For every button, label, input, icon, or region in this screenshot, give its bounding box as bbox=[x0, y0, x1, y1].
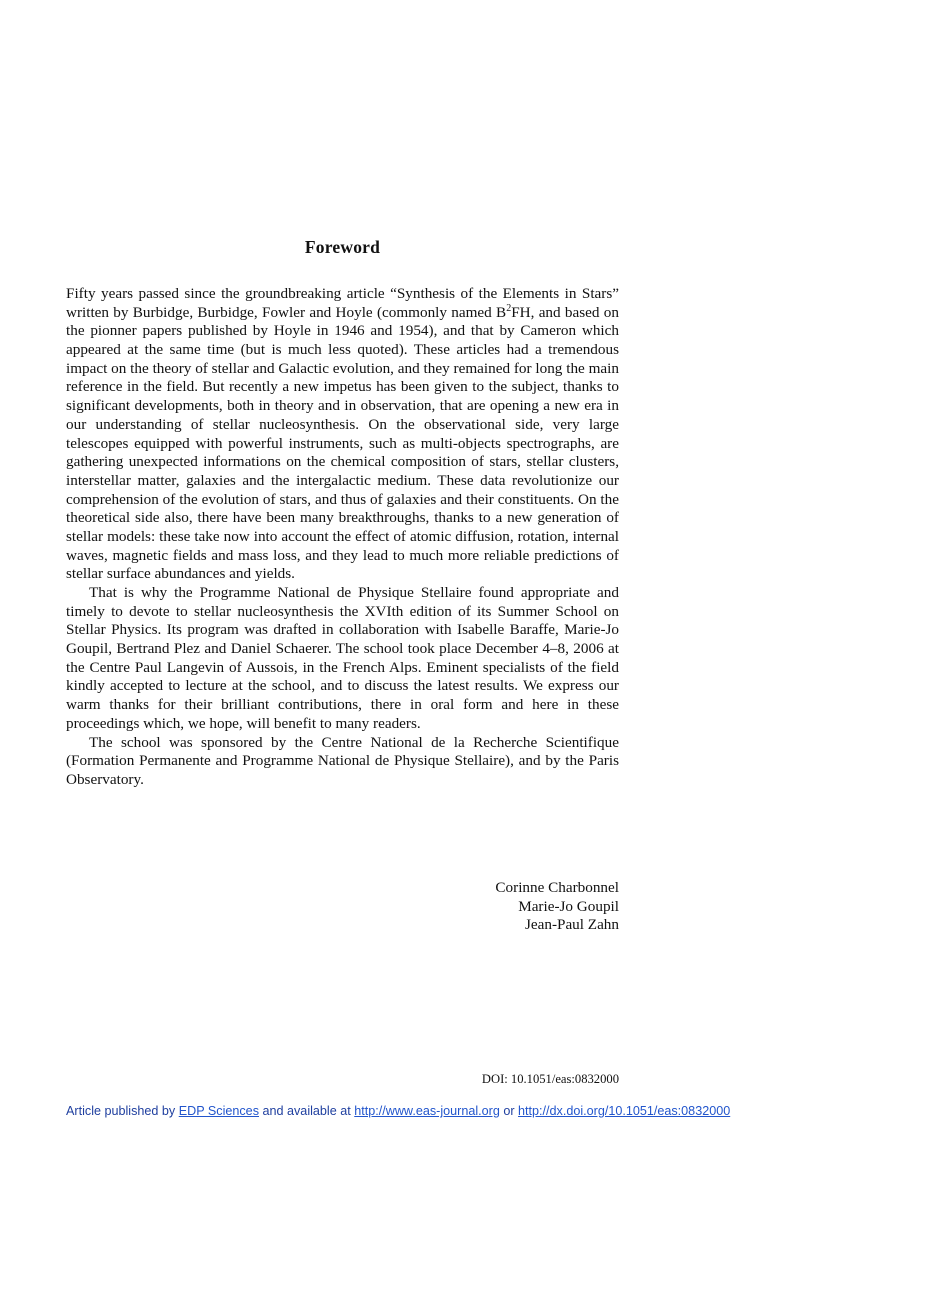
footer-or: or bbox=[499, 1104, 519, 1118]
paragraph-1 bbox=[66, 285, 619, 584]
publication-footer bbox=[66, 1103, 730, 1119]
foreword-body bbox=[66, 285, 619, 790]
paragraph-1-end: FH, and based on the pionner papers published by Hoyle in 1946 and 1954), and that by Cameron which appeared at the same time (but is much less quoted). These articles had a tremendous impact on the theory of stellar and Galactic evolution, and they remained for long the main reference in the field. But recently a new impetus has been given to the subject, thanks to significant developments, both in theory and in observation, that are opening a new era in our understanding of stellar nucleosynthesis. On the observational side, very large telescopes equipped with powerful instruments, such as multi-objects spectrographs, are gathering unexpected informations on the chemical composition of stars, stellar clusters, interstellar matter, galaxies and the intergalactic medium. These data revolutionize our comprehension of the evolution of stars, and thus of galaxies and their constituents. On the theoretical side also, there have been many breakthroughs, thanks to a new generation of stellar models: these take now into account the effect of atomic diffusion, rotation, internal waves, magnetic fields and mass loss, and they lead to much more reliable predictions of stellar surface abundances and yields. bbox=[66, 303, 619, 583]
paragraph-2: That is why the Programme National de Physique Stellaire found appropriate and timely to devote to stellar nucleosynthesis the XVIth edition of its Summer School on Stellar Physics. Its program was drafted in collaboration with Isabelle Baraffe, Marie-Jo Goupil, Bertrand Plez and Daniel Schaerer. The school took place December 4–8, 2006 at the Centre Paul Langevin of Aussois, in the French Alps. Eminent specialists of the field kindly accepted to lecture at the school, and to discuss the latest results. We express our warm thanks for their brilliant contributions, there in oral form and here in these proceedings which, we hope, will benefit to many readers. bbox=[66, 584, 619, 732]
signature-name: Corinne Charbonnel bbox=[495, 879, 619, 896]
paragraph-3: The school was sponsored by the Centre National de la Recherche Scientifique (Formation Permanente and Programme National de Physique Stellaire), and by the Paris Observatory. bbox=[66, 733, 619, 788]
superscript-2: 2 bbox=[506, 302, 512, 314]
signature-name: Jean-Paul Zahn bbox=[524, 916, 619, 934]
doi-link[interactable]: http://dx.doi.org/10.1051/eas:0832000 bbox=[518, 1104, 731, 1118]
signatures bbox=[495, 879, 619, 935]
footer-middle: and available at bbox=[259, 1104, 355, 1118]
footer-prefix: Article published by bbox=[66, 1104, 179, 1118]
page-title: Foreword bbox=[304, 237, 381, 257]
doi-line: DOI: 10.1051/eas:0832000 bbox=[481, 1072, 619, 1086]
paragraph-1-start: Fifty years passed since the groundbreaking article “Synthesis of the Elements in Stars” written by Burbidge, Burbidge, Fowler and Hoyle (commonly named B bbox=[66, 285, 619, 321]
journal-link[interactable]: http://www.eas-journal.org bbox=[354, 1104, 500, 1118]
signature-name: Marie-Jo Goupil bbox=[518, 897, 619, 915]
publisher-link[interactable]: EDP Sciences bbox=[178, 1104, 259, 1118]
